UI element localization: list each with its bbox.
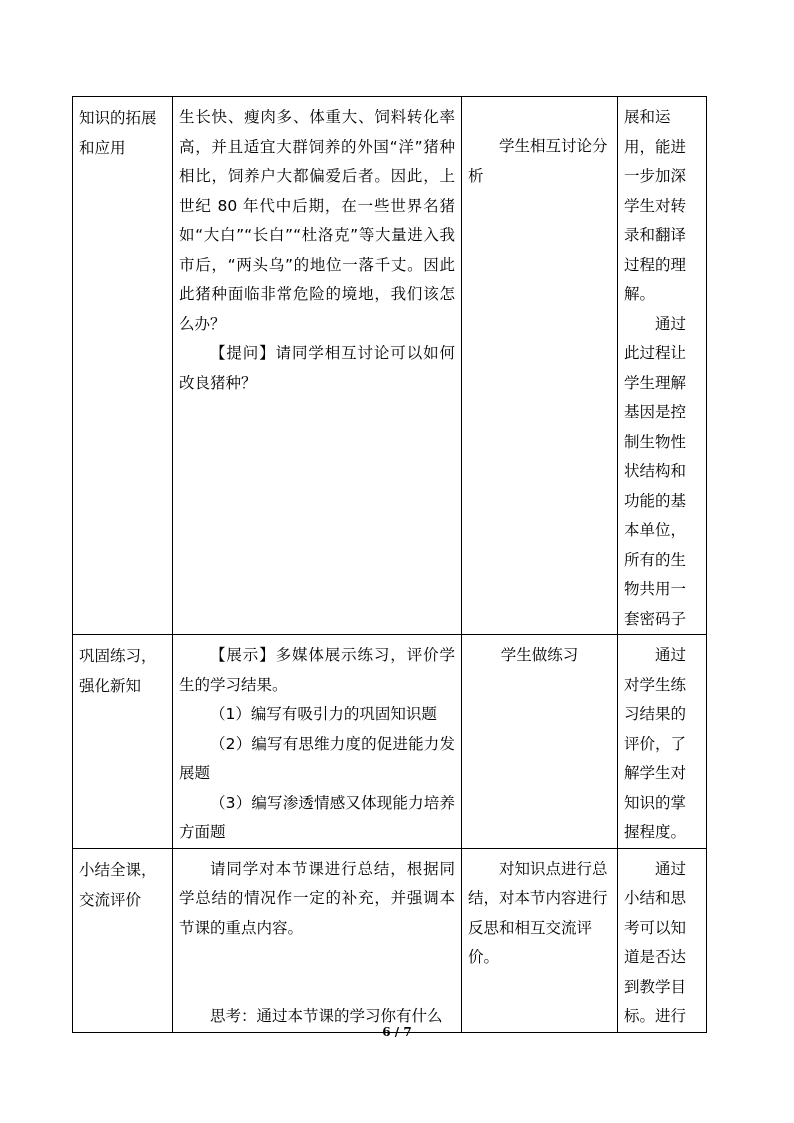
intent-paragraph: 通过小结和思考可以知道是否达到教学目标。进行 [624, 859, 687, 1025]
student-activity-cell [462, 635, 618, 849]
teacher-paragraph: 思考：通过本节课的学习你有什么 [210, 1007, 443, 1025]
stage-cell [73, 848, 173, 1032]
teacher-paragraph: 生长快、瘦肉多、体重大、饲料转化率高，并且适宜大群饲养的外国“洋”猪种相比，饲养户大都偏爱后者。因此，上世纪 80 年代中后期，在一些世界名猪如“大白”“长白”“杜洛克”等大量进入我市后，“两头乌”的地位一落千丈。因此此猪种面临非常危险的境地，我们该怎么办？ [179, 108, 455, 333]
lesson-plan-table [72, 96, 707, 1033]
table-row [73, 635, 707, 849]
stage-label-line: 交流评价 [79, 890, 142, 909]
table-row [73, 848, 707, 1032]
design-intent-cell [618, 97, 707, 635]
page-number: 6 / 7 [382, 1025, 412, 1039]
table-row [73, 97, 707, 635]
stage-label-line: 小结全课， [79, 860, 157, 879]
teacher-paragraph: 请同学对本节课进行总结，根据同学总结的情况作一定的补充，并强调本节课的重点内容。 [179, 859, 455, 937]
teacher-paragraph: （1）编写有吸引力的巩固知识题 [210, 705, 437, 723]
design-intent-cell [618, 848, 707, 1032]
teacher-paragraph: （2）编写有思维力度的促进能力发展题 [179, 734, 455, 782]
teacher-paragraph: （3）编写渗透情感又体现能力培养方面题 [179, 793, 455, 841]
intent-paragraph: 展和运用，能进一步加深学生对转录和翻译过程的理解。 [624, 108, 687, 303]
student-activity-text: 学生相互讨论分析 [468, 137, 608, 185]
teacher-activity-cell [173, 635, 462, 849]
intent-paragraph: 通过此过程让学生理解基因是控制生物性状结构和功能的基本单位，所有的生物共用一套密码子 [624, 314, 687, 628]
student-activity-cell [462, 848, 618, 1032]
intent-paragraph: 通过对学生练习结果的评价，了解学生对知识的掌握程度。 [624, 646, 687, 841]
stage-cell [73, 635, 173, 849]
stage-cell [73, 97, 173, 635]
stage-label-line: 强化新知 [79, 677, 142, 695]
teacher-activity-cell [173, 97, 462, 635]
teacher-paragraph: 【展示】多媒体展示练习，评价学生的学习结果。 [179, 646, 455, 694]
stage-label-line: 巩固练习， [79, 647, 157, 665]
stage-label-line: 和应用 [79, 139, 126, 157]
teacher-paragraph: 【提问】请同学相互讨论可以如何改良猪种？ [179, 344, 455, 392]
design-intent-cell [618, 635, 707, 849]
student-activity-text: 学生做练习 [500, 646, 579, 664]
stage-label-line: 知识的拓展 [79, 109, 157, 127]
student-activity-cell [462, 97, 618, 635]
teacher-activity-cell [173, 848, 462, 1032]
student-activity-text: 对知识点进行总结，对本节内容进行反思和相互交流评价。 [468, 859, 608, 966]
